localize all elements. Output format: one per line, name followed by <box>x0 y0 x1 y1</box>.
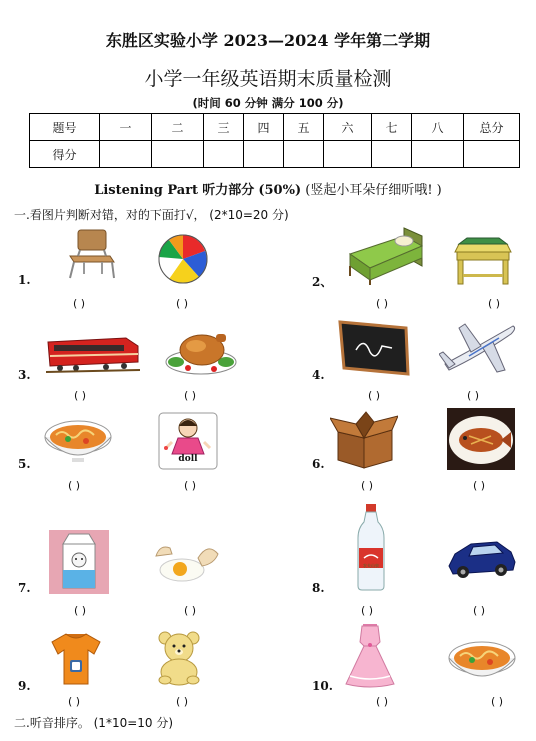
ball-icon <box>155 233 211 285</box>
answer-blank[interactable]: ( ) <box>487 297 501 310</box>
score-cell[interactable] <box>204 141 244 168</box>
score-cell[interactable] <box>372 141 412 168</box>
score-cell[interactable] <box>100 141 152 168</box>
answer-blank[interactable]: ( ) <box>360 479 374 492</box>
score-row-label: 得分 <box>30 141 100 168</box>
answer-blank[interactable]: ( ) <box>360 604 374 617</box>
bed-icon <box>344 226 426 286</box>
answer-blank[interactable]: ( ) <box>73 604 87 617</box>
milk-carton-icon <box>49 530 109 594</box>
desk-icon <box>453 236 513 286</box>
score-header-cell: 总分 <box>464 114 520 141</box>
score-header-cell: 三 <box>204 114 244 141</box>
doll-caption: doll <box>178 454 198 464</box>
egg-icon <box>152 540 224 584</box>
answer-blank[interactable]: ( ) <box>183 389 197 402</box>
answer-blank[interactable]: ( ) <box>183 479 197 492</box>
item-number: 2、 <box>312 275 333 289</box>
section-1-heading: 一.看图片判断对错，对的下面打√， (2*10=20 分) <box>14 208 289 222</box>
score-cell[interactable] <box>284 141 324 168</box>
water-bottle-icon <box>356 504 386 592</box>
teddy-bear-icon <box>147 630 211 686</box>
chair-icon <box>62 228 118 280</box>
item-number: 4. <box>312 368 325 382</box>
answer-blank[interactable]: ( ) <box>67 695 81 708</box>
answer-blank[interactable]: ( ) <box>73 389 87 402</box>
exam-subtitle: 小学一年级英语期末质量检测 <box>144 68 392 90</box>
score-cell[interactable] <box>412 141 464 168</box>
item-number: 6. <box>312 457 325 471</box>
t-shirt-icon <box>48 630 104 686</box>
listening-note: (竖起小耳朵仔细听哦! ) <box>305 183 442 198</box>
fish-dish-icon <box>447 408 515 470</box>
score-header-cell: 五 <box>284 114 324 141</box>
answer-blank[interactable]: ( ) <box>67 479 81 492</box>
plane-icon <box>439 320 517 378</box>
listening-english: Listening Part <box>94 183 199 198</box>
score-header-cell: 七 <box>372 114 412 141</box>
answer-blank[interactable]: ( ) <box>375 695 389 708</box>
answer-blank[interactable]: ( ) <box>375 297 389 310</box>
item-number: 5. <box>18 457 31 471</box>
listening-part-heading <box>0 179 536 198</box>
answer-blank[interactable]: ( ) <box>175 297 189 310</box>
listening-chinese: 听力部分 <box>202 183 255 198</box>
score-cell[interactable] <box>244 141 284 168</box>
exam-title: 东胜区实验小学 2023—2024 学年第二学期 <box>105 31 431 50</box>
answer-blank[interactable]: ( ) <box>472 479 486 492</box>
score-cell[interactable] <box>152 141 204 168</box>
listening-percent: (50%) <box>258 183 302 198</box>
answer-blank[interactable]: ( ) <box>472 604 486 617</box>
answer-blank[interactable]: ( ) <box>490 695 504 708</box>
score-header-cell: 题号 <box>30 114 100 141</box>
answer-blank[interactable]: ( ) <box>466 389 480 402</box>
item-number: 8. <box>312 581 325 595</box>
item-number: 7. <box>18 581 31 595</box>
score-header-cell: 四 <box>244 114 284 141</box>
answer-blank[interactable]: ( ) <box>175 695 189 708</box>
score-table-score-row <box>30 141 520 168</box>
item-number: 1. <box>18 273 31 287</box>
noodles-icon <box>446 634 518 690</box>
roast-chicken-icon <box>164 326 238 376</box>
section-2-heading: 二.听音排序。 (1*10=10 分) <box>14 716 174 730</box>
noodles-icon <box>42 413 114 469</box>
score-header-cell: 二 <box>152 114 204 141</box>
train-icon <box>46 332 140 376</box>
answer-blank[interactable]: ( ) <box>183 604 197 617</box>
score-header-cell: 八 <box>412 114 464 141</box>
item-number: 3. <box>18 368 31 382</box>
score-cell[interactable] <box>464 141 520 168</box>
blackboard-icon <box>336 318 412 380</box>
answer-blank[interactable]: ( ) <box>367 389 381 402</box>
car-icon <box>445 532 517 582</box>
time-info: (时间 60 分钟 满分 100 分) <box>192 96 344 110</box>
item-number: 9. <box>18 679 31 693</box>
score-header-cell: 一 <box>100 114 152 141</box>
score-header-cell: 六 <box>324 114 372 141</box>
score-cell[interactable] <box>324 141 372 168</box>
score-table-header-row <box>30 114 520 141</box>
score-table <box>29 113 520 168</box>
item-number: 10. <box>312 679 333 693</box>
dress-icon <box>344 624 396 688</box>
answer-blank[interactable]: ( ) <box>72 297 86 310</box>
box-icon <box>330 408 398 470</box>
water-bottle-label: 农夫山泉 <box>363 563 379 568</box>
